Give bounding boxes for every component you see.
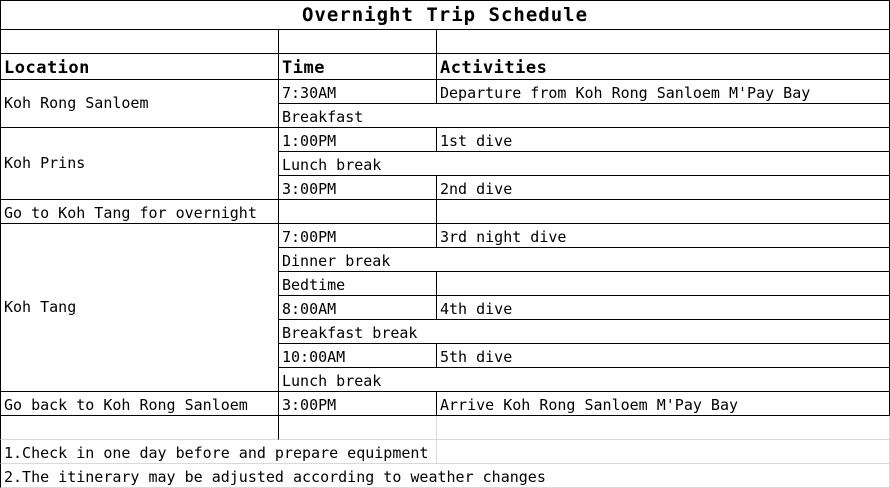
time-cell[interactable]: 7:00PM xyxy=(279,224,437,248)
time-cell[interactable]: Lunch break xyxy=(279,152,890,176)
blank-cell[interactable] xyxy=(0,30,279,54)
sheet-title: Overnight Trip Schedule xyxy=(0,0,890,30)
header-location[interactable]: Location xyxy=(0,54,279,80)
activity-cell[interactable]: 1st dive xyxy=(437,128,890,152)
note-1[interactable]: 1.Check in one day before and prepare equipment xyxy=(0,440,437,464)
location-cell[interactable]: Go to Koh Tang for overnight xyxy=(0,200,279,224)
note-2[interactable]: 2.The itinerary may be adjusted according to weather changes xyxy=(0,464,890,488)
time-cell[interactable]: Breakfast xyxy=(279,104,890,128)
activity-cell[interactable] xyxy=(437,200,890,224)
blank-cell[interactable] xyxy=(0,416,279,440)
time-cell[interactable]: 7:30AM xyxy=(279,80,437,104)
blank-cell[interactable] xyxy=(437,440,890,464)
time-cell[interactable]: 10:00AM xyxy=(279,344,437,368)
location-cell[interactable]: Koh Tang xyxy=(0,224,279,392)
blank-cell[interactable] xyxy=(437,30,890,54)
location-cell[interactable]: Koh Prins xyxy=(0,128,279,200)
time-cell[interactable]: 3:00PM xyxy=(279,392,437,416)
time-cell[interactable]: Bedtime xyxy=(279,272,437,296)
time-cell[interactable] xyxy=(279,200,437,224)
activity-cell[interactable]: 5th dive xyxy=(437,344,890,368)
activity-cell[interactable] xyxy=(437,272,890,296)
blank-cell[interactable] xyxy=(437,416,890,440)
time-cell[interactable]: 3:00PM xyxy=(279,176,437,200)
location-cell[interactable]: Go back to Koh Rong Sanloem xyxy=(0,392,279,416)
time-cell[interactable]: Dinner break xyxy=(279,248,890,272)
activity-cell[interactable]: Departure from Koh Rong Sanloem M'Pay Bay xyxy=(437,80,890,104)
location-cell[interactable]: Koh Rong Sanloem xyxy=(0,80,279,128)
blank-cell[interactable] xyxy=(279,416,437,440)
time-cell[interactable]: 8:00AM xyxy=(279,296,437,320)
time-cell[interactable]: 1:00PM xyxy=(279,128,437,152)
activity-cell[interactable]: 2nd dive xyxy=(437,176,890,200)
activity-cell[interactable]: 4th dive xyxy=(437,296,890,320)
activity-cell[interactable]: 3rd night dive xyxy=(437,224,890,248)
header-activities[interactable]: Activities xyxy=(437,54,890,80)
time-cell[interactable]: Lunch break xyxy=(279,368,890,392)
blank-cell[interactable] xyxy=(279,30,437,54)
header-time[interactable]: Time xyxy=(279,54,437,80)
activity-cell[interactable]: Arrive Koh Rong Sanloem M'Pay Bay xyxy=(437,392,890,416)
time-cell[interactable]: Breakfast break xyxy=(279,320,890,344)
